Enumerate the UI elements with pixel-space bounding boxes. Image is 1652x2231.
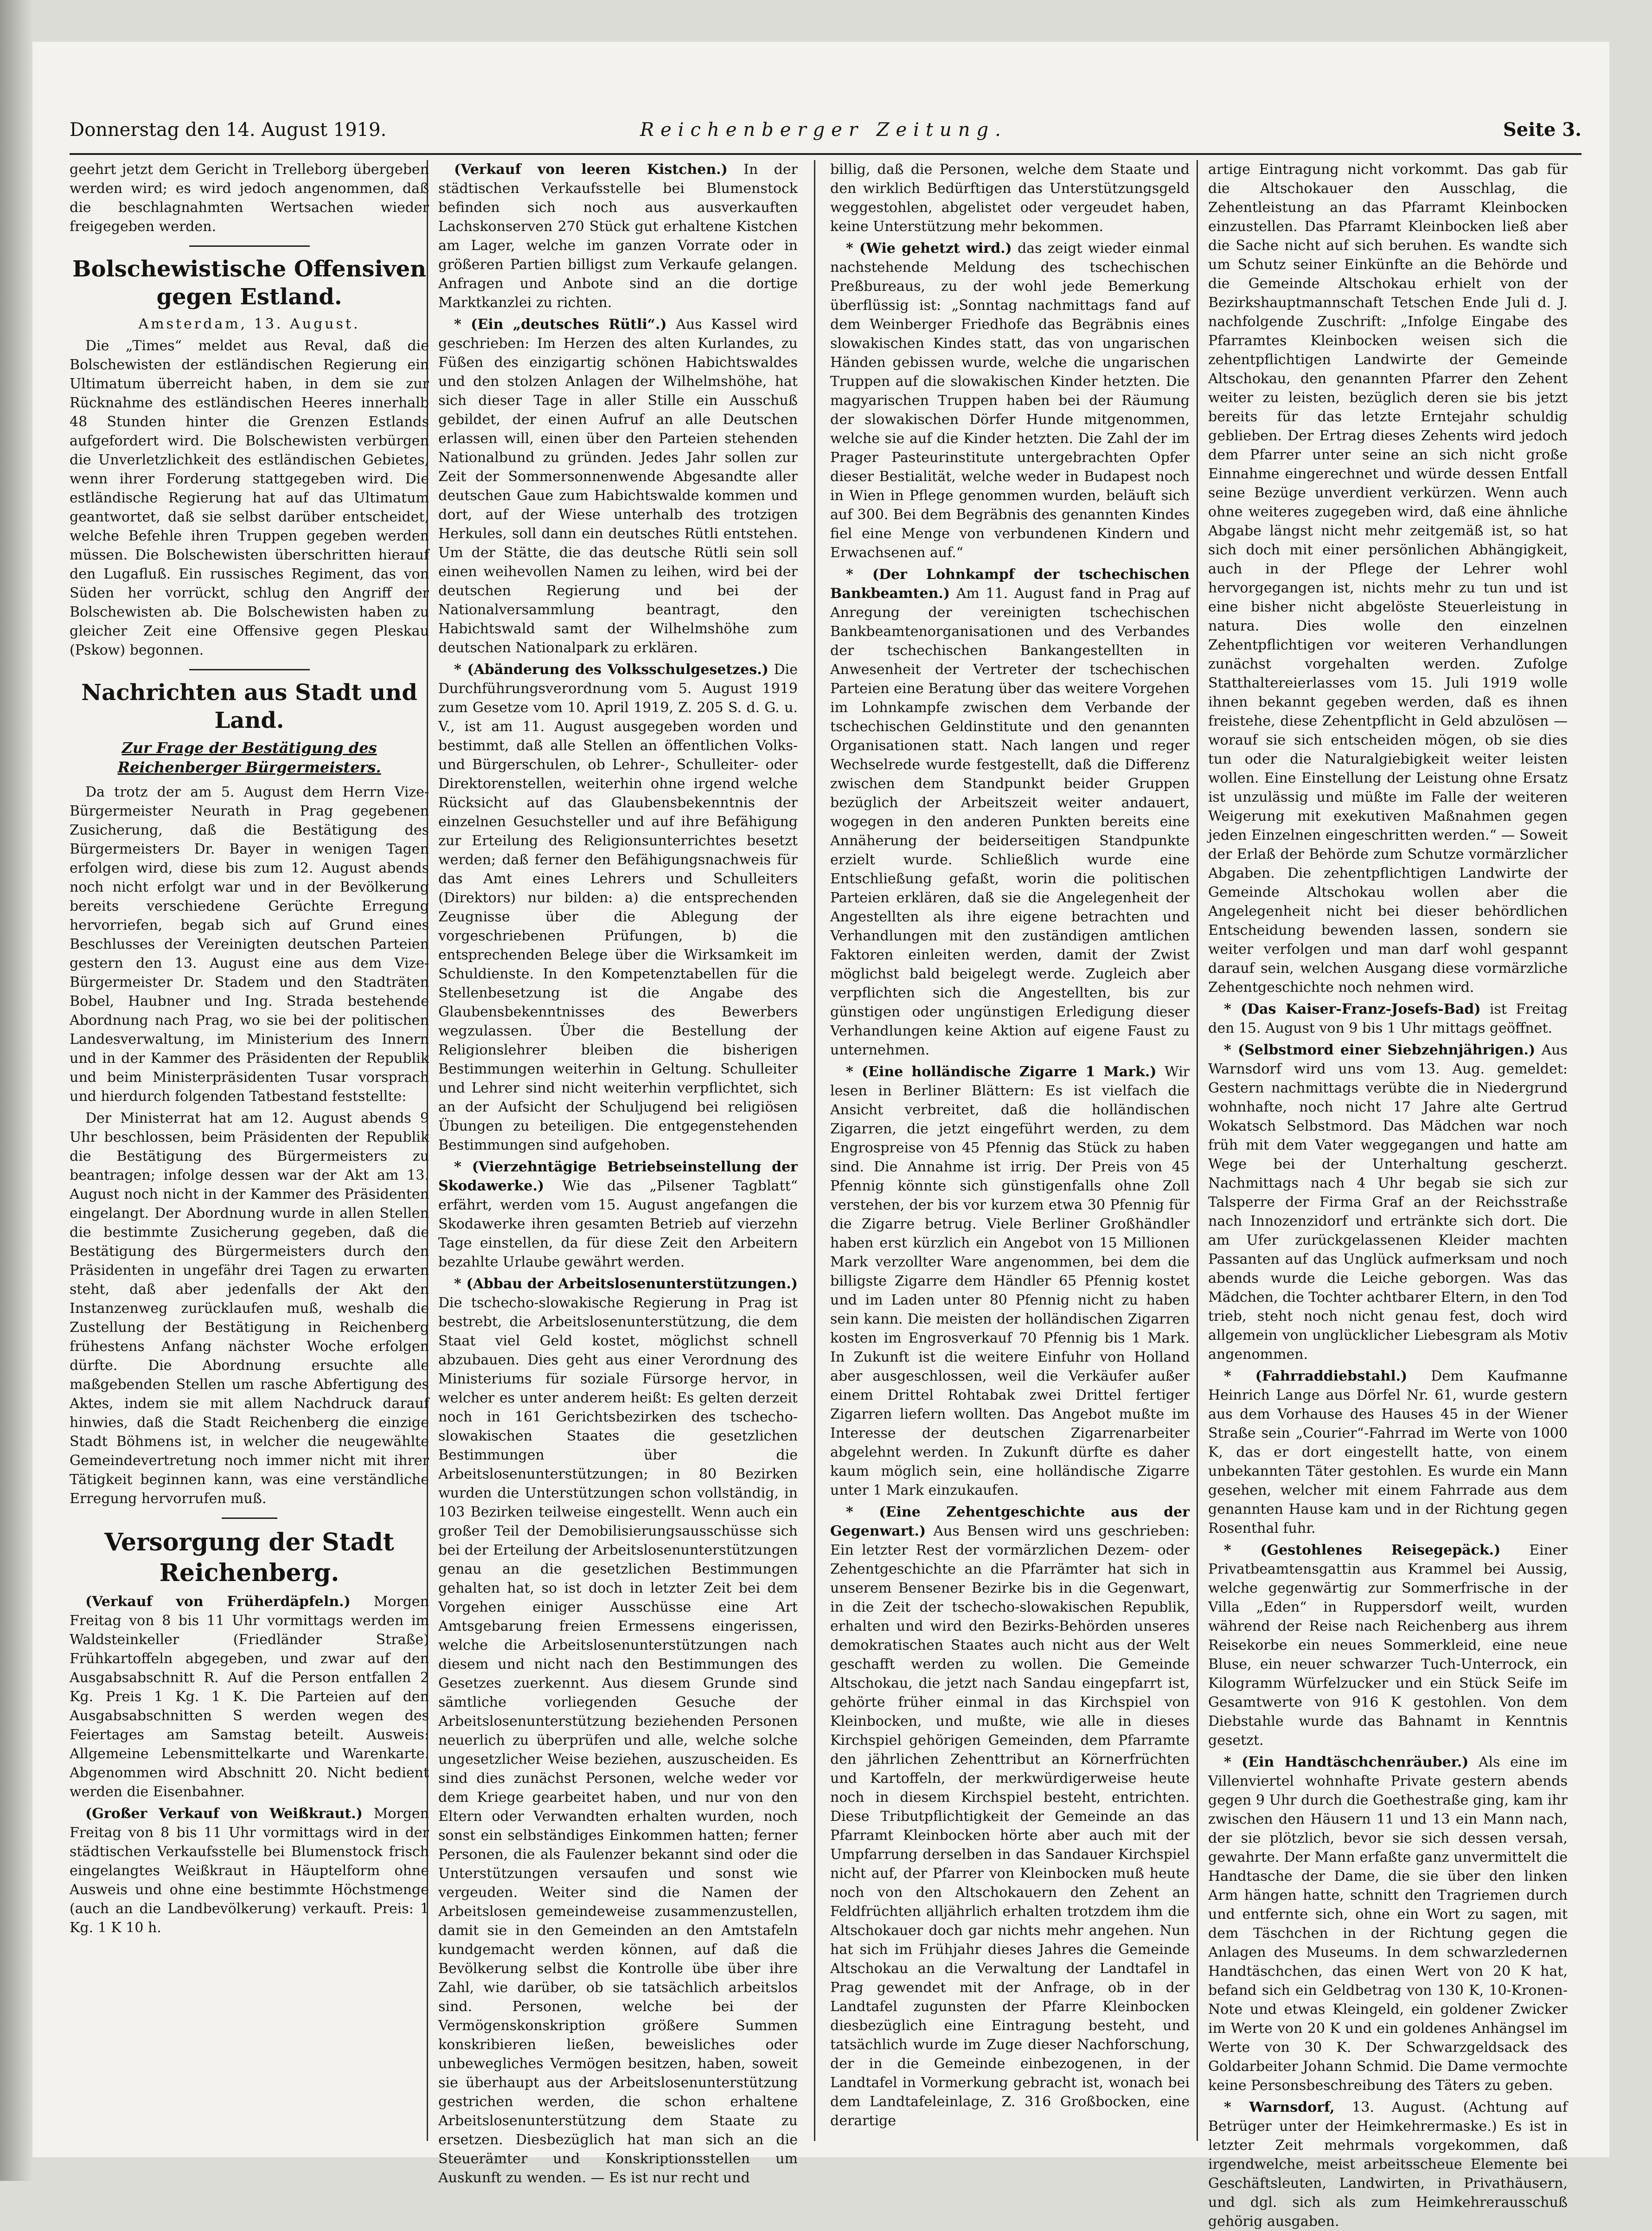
subheading-mayor-confirmation: Zur Frage der Bestätigung des Reichenberger Bürgermeisters. (117, 739, 381, 776)
run-in-heading: * (Abbau der Arbeitslosenunterstützungen.) (454, 1276, 798, 1292)
header-page-number: Seite 3. (1503, 119, 1582, 141)
paragraph-text: Morgen Freitag von 8 bis 11 Uhr vormittags wird in der städtischen Verkaufsstelle bei Blumenstock frisch eingelangtes Weißkraut in Häuptelform ohne Ausweis und ohne eine bestimmte Höchstmenge (auch an die Landbevölkerung) verkauft. Preis: 1 Kg. 1 K 10 h. (70, 1806, 429, 1936)
paragraph-text: 13. August. (Achtung auf Betrüger unter der Heimkehrermaske.) Es ist in letzter Zeit mehrmals vorgekommen, daß irgendwelche, meist arbeitsscheue Elemente bei Geschäftsleuten, Landwirten, in Privathäusern, und dgl. sich als zum Heimkehrerausschuß gehörig ausgaben. (1208, 2099, 1568, 2230)
run-in-heading: * (Vierzehntägige Betriebseinstellung der Skodawerke.) (438, 1159, 798, 1194)
header-rule (70, 153, 1582, 155)
run-in-heading: * (Eine Zehentgeschichte aus der Gegenwart.) (830, 1504, 1190, 1539)
run-in-heading: * (Gestohlenes Reisegepäck.) (1224, 1542, 1501, 1558)
section-heading-city-supply: Versorgung der Stadt Reichenberg. (104, 1528, 394, 1587)
paragraph-text: Am 11. August fand in Prag auf Anregung der vereinigten tschechischen Bankbeamtenorganisationen und des Verbandes der tschechischen Bankangestellten in Anwesenheit der Vertreter der tschechischen Parteien eine Beratung über das weitere Vorgehen im Lohnkampfe zwischen dem Verbande der tschechischen Geldinstitute und den genannten Organisationen statt. Nach langen und reger Wechselrede wurde festgestellt, daß die Differenz zwischen dem Standpunkt beider Gruppen bezüglich der Arbeitszeit weiter andauert, wogegen in den anderen Punkten bereits eine Annäherung der beiderseitigen Standpunkte erzielt wurde. Schließlich wurde eine Entschließung gefaßt, worin die politischen Parteien erklären, daß sie die Angelegenheit der Angestellten als ihre eigene betrachten und Verhandlungen mit den zuständigen amtlichen Faktoren einleiten werden, damit der Zwist möglichst bald beigelegt werde. Zugleich aber verpflichten sich die Angestellten, bis zur günstigen oder ungünstigen Erledigung dieser Verhandlungen keine Aktion auf eigene Faust zu unternehmen. (830, 585, 1190, 1058)
column-2 (438, 160, 798, 2186)
run-in-heading: * (Wie gehetzt wird.) (846, 240, 1012, 257)
run-in-heading: * (Ein Handtäschchenräuber.) (1224, 1754, 1469, 1770)
paragraph-text: Wie das „Pilsener Tagblatt“ erfährt, werden vom 15. August angefangen die Skodawerke ihren gesamten Betrieb auf vierzehn Tage einstellen, da für diese Zeit den Arbeitern bezahlte Urlaube gewährt werden. (438, 1178, 798, 1270)
article-paragraph (70, 1592, 429, 1801)
header-paper-title: Reichenberger Zeitung. (640, 119, 1007, 141)
paragraph-text: Morgen Freitag von 8 bis 11 Uhr vormittags werden im Waldsteinkeller (Friedländer Straße) Frühkartoffeln abgegeben, und zwar auf den Ausgabsabschnitt R. Auf die Person entfallen 2 Kg. Preis 1 Kg. 1 K. Die Parteien auf den Ausgabsabschnitten S werden wegen des Feiertages am Samstag beteilt. Ausweis: Allgemeine Lebensmittelkarte und Warenkarte. Abgenommen wird Abschnitt 20. Nicht bedient werden die Eisenbahner. (70, 1594, 429, 1800)
paragraph-text: In der städtischen Verkaufsstelle bei Blumenstock befinden sich noch aus ausverkauften Lachskonserven 270 Stück gut erhaltene Kistchen am Lager, welche im ganzen Vorrate oder in größeren Partien billigst zum Verkaufe gelangen. Anfragen und Anbote sind an die dortige Marktkanzlei zu richten. (438, 161, 798, 311)
article-continuation: geehrt jetzt dem Gericht in Trelleborg übergeben werden wird; es wird jedoch angenommen, daß die beschlagnahmten Wertsachen wieder freigegeben werden. (70, 161, 429, 235)
section-separator (189, 669, 310, 670)
run-in-heading: (Verkauf von Früherdäpfeln.) (85, 1594, 351, 1610)
column-divider (1197, 160, 1198, 2141)
article-paragraph (438, 315, 798, 657)
run-in-heading: * (Abänderung des Volksschulgesetzes.) (454, 662, 768, 678)
article-paragraph (1208, 2098, 1568, 2231)
headline-bolshevik-offensive: Bolschewistische Offensiven gegen Estland. (72, 256, 427, 310)
run-in-heading: * Warnsdorf, (1224, 2099, 1335, 2115)
paragraph-text: Aus Warnsdorf wird uns vom 13. Aug. gemeldet: Gestern nachmittags verübte die in Niedergrund wohnhafte, noch nicht 17 Jahre alte Gertrud Wokatsch Selbstmord. Das Mädchen war noch früh mit dem Vater weggegangen und hatte am Wege bei der Unterhaltung gescherzt. Nachmittags nach 4 Uhr begab sie sich zur Talsperre der Firma Graf an der Reichsstraße nach Innozenzidorf und ertränkte sich dort. Die am Ufer zurückgelassenen Kleider machten Passanten auf das Unglück aufmerksam und noch abends wurde die Leiche geborgen. Was das Mädchen, die Tochter achtbarer Eltern, in den Tod trieb, steht noch nicht genau fest, doch wird allgemein von unglücklicher Liebesgram als Motiv angenommen. (1208, 1042, 1568, 1363)
article-paragraph (438, 160, 798, 312)
paragraph-text: das zeigt wieder einmal nachstehende Meldung des tschechischen Preßbureaus, zu der wohl jede Bemerkung überflüssig ist: „Sonntag nachmittags fand auf dem Weinberger Friedhofe das Begräbnis eines slowakischen Kindes statt, das von ungarischen Händen gebissen wurde, welche die ungarischen Truppen auf die slowakischen Kinder hetzten. Die magyarischen Truppen haben bei der Räumung der slowakischen Dörfer Hunde mitgenommen, welche sie auf die Kinder hetzten. Die Zahl der im Prager Pasteurinstitute untergebrachten Opfer dieser Bestialität, welche weder in Budapest noch in Wien in Pflege genommen wurden, beläuft sich auf 300. Bei dem Begräbnis des genannten Kindes fiel eine Menge von verbundenen Kindern und Erwachsenen auf.“ (830, 240, 1190, 561)
article-paragraph (70, 1804, 429, 1937)
run-in-heading: (Verkauf von leeren Kistchen.) (454, 161, 728, 178)
article-paragraph (1208, 1753, 1568, 2095)
article-paragraph (1208, 1000, 1568, 1038)
article-paragraph (830, 565, 1190, 1060)
article-paragraph (1208, 1367, 1568, 1538)
paragraph-text: ist Freitag den 15. August von 9 bis 1 Uhr mittags geöffnet. (1208, 1001, 1568, 1036)
run-in-heading: * (Fahrraddiebstahl.) (1224, 1368, 1408, 1384)
article-paragraph (830, 239, 1190, 562)
header-date: Donnerstag den 14. August 1919. (70, 119, 387, 141)
article-paragraph (830, 1062, 1190, 1500)
run-in-heading: * (Das Kaiser-Franz-Josefs-Bad) (1224, 1001, 1481, 1017)
page-header (70, 116, 1582, 144)
paragraph-text: Die tschecho-slowakische Regierung in Prag ist bestrebt, die Arbeitslosenunterstützung, die dem Staat viel Geld kostet, möglichst schnell abzubauen. Dies geht aus einer Verordnung des Ministeriums für soziale Fürsorge hervor, in welcher es unter anderem heißt: Es gelten derzeit noch in 161 Gerichtsbezirken des tschecho-slowakischen Staates die gesetzlichen Bestimmungen über die Arbeitslosenunterstützungen; in 80 Bezirken wurden die Unterstützungen schon vollständig, in 103 Bezirken teilweise eingestellt. Wenn auch ein großer Teil der Demobilisierungsausschüsse sich bei der Erteilung der Arbeitslosenunterstützungen genau an die gesetzlichen Bestimmungen gehalten hat, so ist doch in letzter Zeit bei dem Vorgehen einiger Ausschüsse eine Art Amtsgebarung freien Ermessens eingerissen, welche die Arbeitslosenunterstützungen nach diesem und nicht nach den Bestimmungen des Gesetzes zuerkennt. Aus diesem Grunde sind sämtliche vorliegenden Gesuche der Arbeitslosenunterstützung beziehenden Personen neuerlich zu überprüfen und alle, welche solche ungesetzlicher Weise beziehen, auszuscheiden. Es sind dies zunächst Personen, welche weder vor dem Kriege gearbeitet haben, und nur von den Eltern oder Verwandten erhalten wurden, noch sonst ein selbständiges Einkommen hatten; ferner Personen, die als Faulenzer bekannt sind oder die Unterstützungen versaufen und sonst wie vergeuden. Weiter sind die Namen der Arbeitslosen gemeindeweise zusammenzustellen, damit sie in den Gemeinden an den Amtstafeln kundgemacht werden können, auf daß die Bevölkerung selbst die Kontrolle übe über ihre Zahl, wie darüber, ob sie tatsächlich arbeitslos sind. Personen, welche bei der Vermögenskonskription größere Summen konskribieren ließen, beweisliches oder unbewegliches Vermögen besitzen, haben, soweit sie überhaupt aus der Arbeitslosenunterstützung gestrichen werden, die schon erhaltene Arbeitslosenunterstützung dem Staate zu ersetzen. Diesbezüglich hat man sich an die Steuerämter und Konskriptionsstellen um Auskunft zu wenden. — Es ist nur recht und (438, 1295, 798, 2186)
article-paragraph (1208, 1041, 1568, 1364)
article-continuation: artige Eintragung nicht vorkommt. Das gab für die Altschokauer den Ausschlag, die Zehentleistung an das Pfarramt Kleinbocken einzustellen. Das Pfarramt Kleinbocken ließ aber die Sache nicht auf sich beruhen. Es wandte sich um Schutz seiner Einkünfte an die Behörde und die Gemeinde Altschokau erhielt von der Bezirkshauptmannschaft Tetschen Ende Juli d. J. nachfolgende Zuschrift: „Infolge Eingabe des Pfarramtes Kleinbocken weisen sich die zehentpflichtigen Landwirte der Gemeinde Altschokau, den genannten Pfarrer den Zehent weiter zu leisten, bezüglich deren sie bis jetzt bereits für das letzte Erntejahr schuldig geblieben. Der Ertrag dieses Zehents wird jedoch dem Pfarrer unter seine an sich nicht große Einnahme eingerechnet und würde dessen Entfall seine Bezüge unverdient verkürzen. Wenn auch ohne weiteres zugegeben wird, daß eine ähnliche Abgabe längst nicht mehr zeitgemäß ist, so hat sich doch mit einer persönlichen Abhängigkeit, auch in der Pflege der Lehrer wohl hervorgegangen ist, nichts mehr zu tun und ist eine bisher nicht abgelöste Steuerleistung in natura. Dies wolle den einzelnen Zehentpflichtigen vor weiteren Verhandlungen zunächst vorgehalten werden. Zufolge Statthaltereierlasses vom 15. Juli 1919 wolle ihnen bekannt gegeben werden, daß es ihnen freistehe, diese Zehentpflicht in Geld abzulösen — worauf sie sich entscheiden mögen, ob sie dies tun oder die Naturalgiebigkeit weiter leisten wollen. Eine Einstellung der Leistung ohne Ersatz ist unzulässig und müßte im Falle der weiteren Weigerung mit exekutiven Maßnahmen gegen jeden Einzelnen eingeschritten werden.“ — Soweit der Erlaß der Behörde zum Schutze vormärzlicher Abgaben. Die zehentpflichtigen Landwirte der Gemeinde Altschokau wollen aber die Angelegenheit nicht bei dieser behördlichen Entscheidung bewenden lassen, sondern sie weiter verfolgen und man darf wohl gespannt darauf sein, welchen Ausgang diese vormärzliche Zehentgeschichte noch nehmen wird. (1208, 161, 1568, 996)
section-separator (189, 245, 310, 247)
article-paragraph: Der Ministerrat hat am 12. August abends 9 Uhr beschlossen, beim Präsidenten der Republik die Bestätigung des Bürgermeisters zu beantragen; infolge dessen war der Akt am 13. August noch nicht in der Kammer des Präsidenten eingelangt. Der Abordnung wurde in allen Stellen die bestimmte Zusicherung gegeben, daß die Bestätigung des Bürgermeisters durch den Präsidenten in ungefähr drei Tagen zu erwarten steht, daß aber jedenfalls der Akt den Instanzenweg zurücklaufen muß, weshalb die Zustellung der Bestätigung in Reichenberg frühestens Anfang nächster Woche erfolgen dürfte. Die Abordnung ersuchte alle maßgebenden Stellen um rasche Abfertigung des Aktes, indem sie mit allem Nachdruck darauf hinwies, daß die Stadt Reichenberg die einzige Stadt Böhmens ist, in welcher die neugewählte Gemeindevertretung noch immer nicht mit ihrer Tätigkeit beginnen kann, was eine verständliche Erregung hervorrufen muß. (70, 1110, 429, 1507)
scan-edge-shadow (0, 0, 32, 2181)
paragraph-text: Aus Kassel wird geschrieben: Im Herzen des alten Kurlandes, zu Füßen des einzigartig schönen Habichtswaldes und den stolzen Anlagen der Wilhelmshöhe, hat sich dieser Tage in aller Stille ein Ausschuß gebildet, der einen Aufruf an alle Deutschen erlassen will, einen über den Parteien stehenden Nationalbund zu gründen. Jedes Jahr sollen zur Zeit der Sommersonnenwende Abgesandte aller deutschen Gaue zum Habichtswalde kommen und dort, auf der Wiese unterhalb des trotzigen Herkules, soll dann ein deutsches Rütli entstehen. Um der Stätte, die das deutsche Rütli sein soll einen weihevollen Namen zu leihen, wird bei der deutschen Regierung und bei der Nationalversammlung beantragt, den Habichtswald samt der Wilhelmshöhe zum deutschen Nationalpark zu erklären. (438, 316, 798, 656)
column-4 (1208, 160, 1568, 2230)
run-in-heading: * (Eine holländische Zigarre 1 Mark.) (846, 1064, 1157, 1080)
paragraph-text: Wir lesen in Berliner Blättern: Es ist vielfach die Ansicht verbreitet, daß die holländischen Zigarren, die jetzt eingeführt werden, zu dem Engrospreise von 45 Pfennig das Stück zu haben sind. Die Annahme ist irrig. Der Preis von 45 Pfennig könnte sich günstigenfalls ohne Zoll verstehen, der bis vor kurzem etwa 30 Pfennig für die Zigarre betrug. Viele Berliner Großhändler haben erst kürzlich ein Angebot von 15 Millionen Mark verzollter Ware angenommen, bei dem die billigste Zigarre dem Händler 65 Pfennig kostet und im Laden unter 80 Pfennig nicht zu haben sein kann. Die meisten der holländischen Zigarren kosten im Engrosverkauf 70 Pfennig bis 1 Mark. In Zukunft ist die weitere Einfuhr von Holland aber ausgeschlossen, weil die Verkäufer außer einem Drittel Rohtabak zwei Drittel fertiger Zigarren liefern wollten. Das Angebot mußte im Interesse der deutschen Zigarrenarbeiter abgelehnt werden. In Zukunft dürfte es daher kaum möglich sein, eine holländische Zigarre unter 1 Mark einzukaufen. (830, 1064, 1190, 1498)
run-in-heading: * (Ein „deutsches Rütli“.) (454, 316, 667, 333)
article-paragraph: Die „Times“ meldet aus Reval, daß die Bolschewisten der estländischen Regierung ein Ultimatum überreicht haben, in dem sie zur Rücknahme des estländischen Heeres innerhalb 48 Stunden hinter die Grenzen Estlands aufgefordert wird. Die Bolschewisten verbürgen die Unverletzlichkeit des estländischen Gebietes, wenn ihrer Forderung stattgegeben wird. Die estländische Regierung hat auf das Ultimatum geantwortet, daß sie selbst darüber entscheidet, welche Befehle ihren Truppen gegeben werden müssen. Die Bolschewisten überschritten hierauf den Lugafluß. Ein russisches Regiment, das von Süden her vorrückt, schlug den Angriff der Bolschewisten ab. Die Bolschewisten haben zu gleicher Zeit eine Offensive gegen Pleskau (Pskow) begonnen. (70, 338, 429, 658)
article-paragraph (438, 1274, 798, 2187)
run-in-heading: (Großer Verkauf von Weißkraut.) (85, 1806, 363, 1822)
article-paragraph (438, 660, 798, 1155)
article-paragraph (438, 1157, 798, 1272)
dateline: Amsterdam, 13. August. (138, 316, 360, 332)
column-divider (814, 160, 815, 2141)
article-paragraph (830, 1503, 1190, 2130)
column-1 (70, 160, 429, 2141)
paragraph-text: Einer Privatbeamtensgattin aus Krammel bei Aussig, welche gegenwärtig zur Sommerfrische in der Villa „Eden“ in Ruppersdorf weilt, wurden während der Reise nach Reichenberg aus ihrem Reisekorbe ein neues Sommerkleid, eine neue Bluse, ein neuer schwarzer Tuch-Unterrock, ein Kilogramm Würfelzucker und ein Stück Seife im Gesamtwerte von 916 K gestohlen. Von dem Diebstahle wurde das Bahnamt in Kenntnis gesetzt. (1208, 1542, 1568, 1749)
run-in-heading: * (Selbstmord einer Siebzehnjährigen.) (1224, 1042, 1536, 1058)
run-in-heading: * (Der Lohnkampf der tschechischen Bankbeamten.) (830, 566, 1190, 602)
article-continuation: billig, daß die Personen, welche dem Staate und den wirklich Bedürftigen das Unterstützungsgeld weggestohlen, abgelistet oder vergeudet haben, keine Unterstützung mehr bekommen. (830, 161, 1190, 235)
paragraph-text: Die Durchführungsverordnung vom 5. August 1919 zum Gesetze vom 10. April 1919, Z. 205 S. d. G. u. V., ist am 11. August ausgegeben worden und bestimmt, daß alle Stellen an öffentlichen Volks- und Bürgerschulen, ob Lehrer-, Schulleiter- oder Direktorenstellen, weiterhin ohne irgend welche Rücksicht auf das Glaubensbekenntnis der einzelnen Gesuchsteller und auf ihre Befähigung zur Erteilung des Religionsunterrichtes besetzt werden; daß ferner den Befähigungsnachweis für das Amt eines Lehrers und Schulleiters (Direktors) nur bilden: a) die entsprechenden Zeugnisse über die Ablegung der vorgeschriebenen Prüfungen, b) die entsprechenden Belege über die Wirksamkeit im Schuldienste. In den Kompetenztabellen für die Stellenbesetzung ist die Angabe des Glaubensbekenntnisses des Bewerbers wegzulassen. Über die Bestellung der Religionslehrer bleiben die bisherigen Bestimmungen weiterhin in Geltung. Schulleiter und Lehrer sind nicht weiterhin verpflichtet, sich an der Aufsicht der Schuljugend bei religiösen Übungen zu beteiligen. Die entgegenstehenden Bestimmungen sind aufgehoben. (438, 662, 798, 1153)
paragraph-text: Aus Bensen wird uns geschrieben: Ein letzter Rest der vormärzlichen Dezem- oder Zehentgeschichte an die Pfarrämter hat sich in unserem Bensener Bezirke bis in die Gegenwart, in die Zeit der tschecho-slowakischen Republik, erhalten und wird den Bezirks-Behörden unseres demokratischen Staates auch nicht aus der Welt geschafft werden zu wollen. Die Gemeinde Altschokau, die jetzt nach Sandau eingepfarrt ist, gehörte früher einmal in das Kirchspiel von Kleinbocken, und mußte, wie alle in dieses Kirchspiel gehörigen Gemeinden, dem Pfarramte den jährlichen Zehenttribut an Körnerfrüchten und Kartoffeln, der merkwürdigerweise heute noch in diesem Kirchspiel besteht, entrichten. Diese Tributpflichtigkeit der Gemeinde an das Pfarramt Kleinbocken hörte aber auch mit der Umpfarrung derselben in das Sandauer Kirchspiel nicht auf, der Pfarrer von Kleinbocken muß heute noch von den Altschokauern den Zehent an Feldfrüchten alljährlich erhalten trotzdem ihm die Altschokauer doch gar nichts mehr angehen. Nun hat sich im Frühjahr dieses Jahres die Gemeinde Altschokau an die Verwaltung der Landtafel in Prag gewendet mit der Anfrage, ob in der Landtafel zugunsten der Pfarre Kleinbocken diesbezüglich eine Eintragung besteht, und tatsächlich wurde im Zuge dieser Nachforschung, der in die Gemeinde einbezogenen, in der Landtafel in Vormerkung gebracht ist, wonach bei dem Landtafeleinlage, Z. 316 Großbocken, eine derartige (830, 1523, 1190, 2129)
article-paragraph: Da trotz der am 5. August dem Herrn Vize-Bürgermeister Neurath in Prag gegebenen Zusicherung, daß die Bestätigung des Bürgermeisters Dr. Bayer in wenigen Tagen erfolgen wird, diese bis zum 12. August abends noch nicht erfolgt war und in der Bevölkerung bereits verschiedene Gerüchte Erregung hervorriefen, begab sich auf Grund eines Beschlusses der Vereinigten deutschen Parteien gestern den 13. August eine aus dem Vize-Bürgermeister Dr. Stadem und den Stadträten Bobel, Haubner und Ing. Strada bestehende Abordnung nach Prag, wo sie bei der politischen Landesverwaltung, im Ministerium des Innern und in der Kammer des Präsidenten der Republik und beim Ministerpräsidenten Tusar vorsprach und hierdurch folgenden Tatbestand feststellte: (70, 784, 429, 1105)
article-paragraph (1208, 1541, 1568, 1750)
paragraph-text: Dem Kaufmanne Heinrich Lange aus Dörfel Nr. 61, wurde gestern aus dem Vorhause des Hauses 45 in der Wiener Straße sein „Courier“-Fahrrad im Werte von 1000 K, das er dort eingestellt hatte, von einem unbekannten Täter gestohlen. Es wurde ein Mann gesehen, welcher mit einem Fahrrade aus dem genannten Hause kam und in der Richtung gegen Rosenthal fuhr. (1208, 1368, 1568, 1537)
section-separator (222, 1517, 277, 1519)
section-heading-local-news: Nachrichten aus Stadt und Land. (81, 680, 417, 733)
column-3 (830, 160, 1190, 2141)
paragraph-text: Als eine im Villenviertel wohnhafte Private gestern abends gegen 9 Uhr durch die Goethestraße ging, kam ihr zwischen den Häusern 11 und 13 ein Mann nach, der sie plötzlich, bevor sie sich dessen versah, gewahrte. Der Mann erfaßte ganz unvermittelt die Handtasche der Dame, die sie über den linken Arm hängen hatte, schnitt den Tragriemen durch und entfernte sich, ohne ein Wort zu sagen, mit dem Täschchen in der Richtung gegen die Anlagen des Museums. In dem schwarzledernen Handtäschchen, das einen Wert von 20 K hat, befand sich ein Geldbetrag von 130 K, 10-Kronen-Note und etwas Kleingeld, ein goldener Zwicker im Werte von 20 K und ein goldenes Anhängsel im Werte von 30 K. Der Schwarzgeldsack des Goldarbeiter Johann Schmid. Die Dame vermochte keine Personsbeschreibung des Täters zu geben. (1208, 1754, 1568, 2094)
